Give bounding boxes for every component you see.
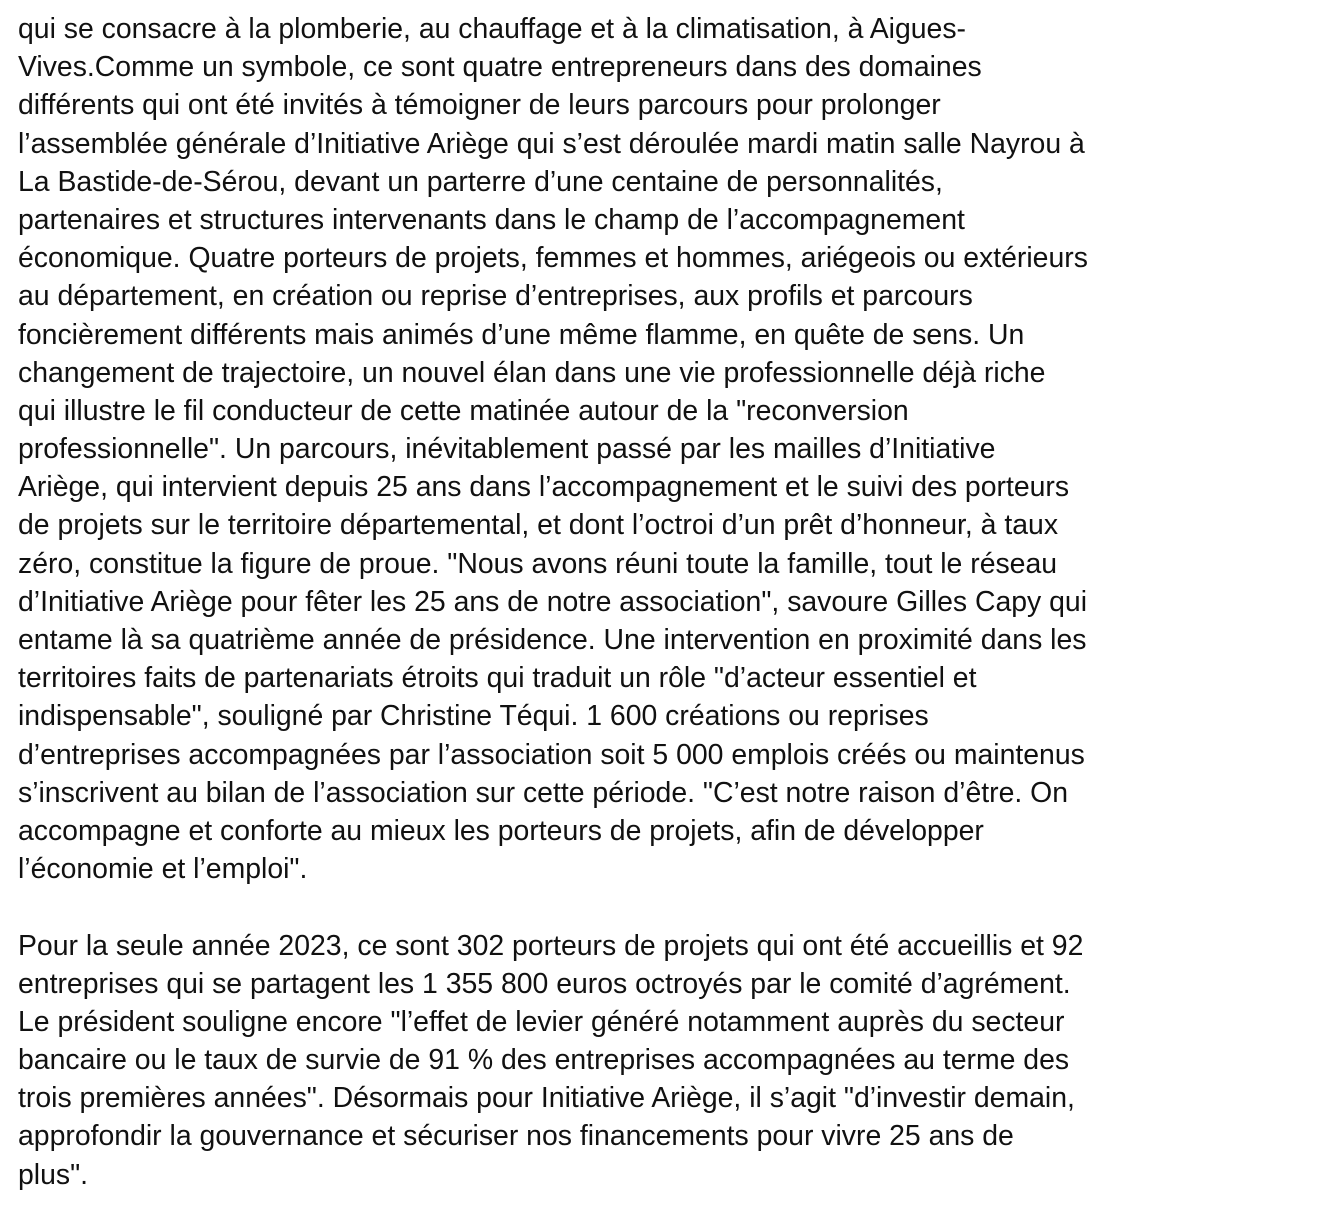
text-line: bancaire ou le taux de survie de 91 % des entreprises accompagnées au terme des [18, 1044, 1070, 1077]
text-line: au département, en création ou reprise d’entreprises, aux profils et parcours [18, 280, 973, 313]
text-line: économique. Quatre porteurs de projets, femmes et hommes, ariégeois ou extérieurs [18, 242, 1088, 275]
text-line: La Bastide-de-Sérou, devant un parterre d’une centaine de personnalités, [18, 165, 943, 198]
text-line: indispensable", souligné par Christine Téqui. 1 600 créations ou reprises [18, 700, 929, 733]
text-line: plus". [18, 1158, 89, 1191]
text-line: l’assemblée générale d’Initiative Ariège qui s’est déroulée mardi matin salle Nayrou à [18, 127, 1085, 160]
text-line: trois premières années". Désormais pour Initiative Ariège, il s’agit "d’investir demain, [18, 1082, 1075, 1115]
paragraph-spacer [18, 888, 1318, 926]
text-line: Vives.Comme un symbole, ce sont quatre entrepreneurs dans des domaines [18, 51, 982, 84]
text-line: s’inscrivent au bilan de l’association sur cette période. "C’est notre raison d’être. On [18, 776, 1069, 809]
document-page [18, 10, 1318, 1194]
text-line: entame là sa quatrième année de présidence. Une intervention en proximité dans les [18, 624, 1087, 656]
text-line: approfondir la gouvernance et sécuriser nos financements pour vivre 25 ans de [18, 1120, 1014, 1153]
text-line: d’entreprises accompagnées par l’association soit 5 000 emplois créés ou maintenus [18, 738, 1085, 771]
paragraph-1 [18, 10, 1318, 888]
text-line: Pour la seule année 2023, ce sont 302 porteurs de projets qui ont été accueillis et 92 [18, 929, 1084, 962]
text-line: foncièrement différents mais animés d’une même flamme, en quête de sens. Un [18, 318, 1025, 351]
text-line: qui se consacre à la plomberie, au chauffage et à la climatisation, à Aigues- [18, 13, 966, 45]
text-line: accompagne et conforte au mieux les porteurs de projets, afin de développer [18, 814, 984, 847]
text-line: Ariège, qui intervient depuis 25 ans dans l’accompagnement et le suivi des porteurs [18, 471, 1070, 504]
paragraph-2 [18, 927, 1318, 1194]
text-line: entreprises qui se partagent les 1 355 800 euros octroyés par le comité d’agrément. [18, 967, 1071, 1000]
text-line: partenaires et structures intervenants dans le champ de l’accompagnement [18, 203, 965, 236]
text-line: de projets sur le territoire départemental, et dont l’octroi d’un prêt d’honneur, à taux [18, 509, 1059, 542]
text-line: zéro, constitue la figure de proue. "Nous avons réuni toute la famille, tout le réseau [18, 547, 1058, 580]
text-line: changement de trajectoire, un nouvel élan dans une vie professionnelle déjà riche [18, 356, 1046, 389]
text-line: d’Initiative Ariège pour fêter les 25 ans de notre association", savoure Gilles Capy qui [18, 585, 1088, 618]
text-line: qui illustre le fil conducteur de cette matinée autour de la "reconversion [18, 394, 909, 427]
text-line: l’économie et l’emploi". [18, 853, 308, 886]
text-line: professionnelle". Un parcours, inévitablement passé par les mailles d’Initiative [18, 433, 996, 466]
text-line: territoires faits de partenariats étroits qui traduit un rôle "d’acteur essentiel et [18, 662, 977, 695]
text-line: Le président souligne encore "l’effet de levier généré notamment auprès du secteur [18, 1005, 1065, 1038]
text-line: différents qui ont été invités à témoigner de leurs parcours pour prolonger [18, 89, 941, 122]
